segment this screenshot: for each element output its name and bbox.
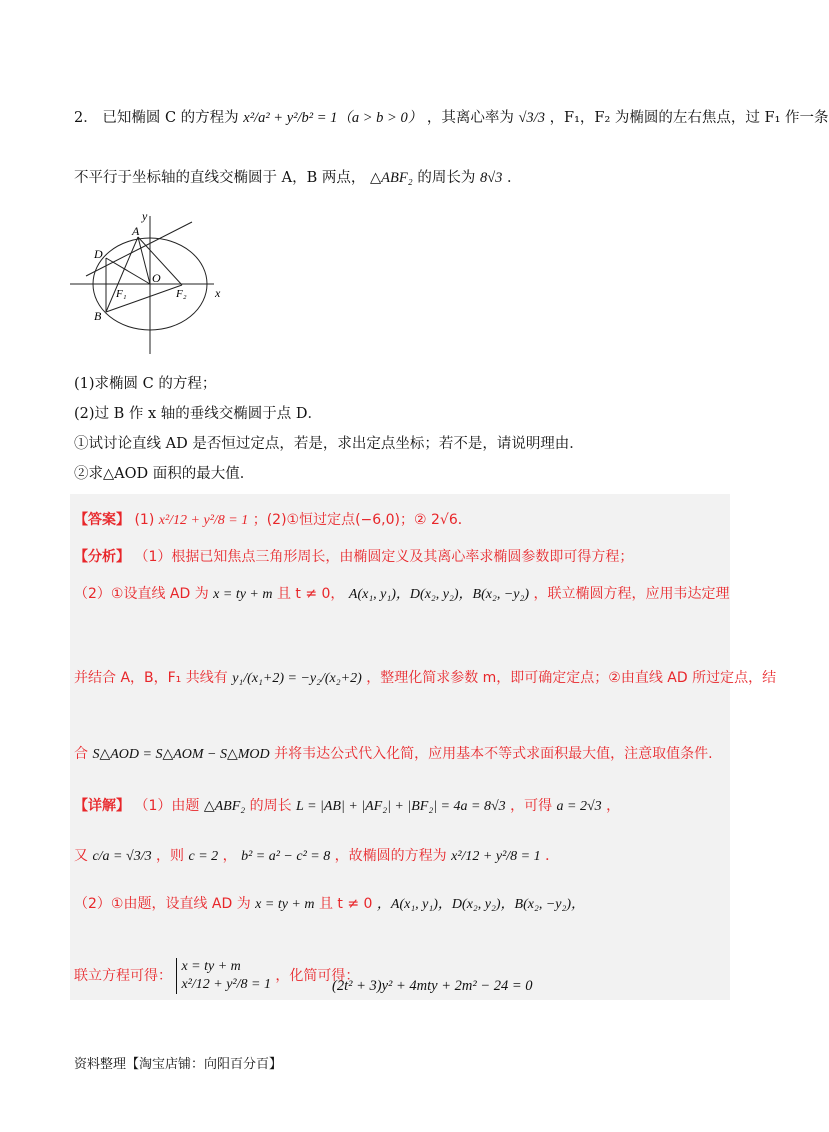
- problem-text: 已知椭圆 C 的方程为: [102, 110, 239, 126]
- label-D: D: [94, 247, 103, 261]
- ellipse-general-equation: x²/a² + y²/b² = 1（a > b > 0）: [243, 110, 423, 126]
- label-O: O: [152, 271, 161, 285]
- answer-tag: 【答案】: [74, 512, 130, 528]
- label-F1: F₁: [116, 288, 127, 300]
- points-list: A(x₁, y₁)，D(x₂, y₂)，B(x₂, −y₂): [348, 587, 530, 602]
- detail-line-4: [74, 958, 359, 994]
- detail-text: 且 t ≠ 0: [318, 896, 373, 912]
- question-1: (1)求椭圆 C 的方程；: [74, 376, 217, 392]
- label-B: B: [94, 309, 102, 323]
- ellipse-figure: [64, 206, 239, 356]
- detail-text: ，: [606, 798, 621, 814]
- system-eq-2: x²/12 + y²/8 = 1: [181, 977, 271, 992]
- detail-line-5: [332, 976, 533, 996]
- collinear-equation: y₁/(x₁+2) = −y₂/(x₂+2): [232, 671, 362, 686]
- detail-text: 的周长: [249, 798, 292, 814]
- c-value: c = 2: [188, 849, 219, 864]
- answer-part2: ；(2)①恒过定点(−6,0)；② 2√6．: [252, 512, 472, 528]
- equation-system: [176, 958, 271, 994]
- analysis-text: ，整理化简求参数 m，即可确定定点；②由直线 AD 所过定点，结: [366, 670, 777, 686]
- perimeter-equation: L = |AB| + |AF₂| + |BF₂| = 4a = 8√3: [296, 799, 506, 814]
- detail-text: ，则: [156, 848, 185, 864]
- analysis-text: ，联立椭圆方程，应用韦达定理: [533, 586, 730, 602]
- analysis-text: （2）①设直线 AD 为: [74, 586, 209, 602]
- analysis-line-1: [74, 547, 633, 567]
- eccentricity-value: √3/3: [518, 110, 545, 126]
- question-2-1: ①试讨论直线 AD 是否恒过定点，若是，求出定点坐标；若不是，请说明理由．: [74, 436, 584, 452]
- analysis-line-2: [74, 584, 729, 605]
- eccentricity-equation: c/a = √3/3: [92, 849, 152, 864]
- problem-text: ，F₁，F₂ 为椭圆的左右焦点，过 F₁ 作一条: [549, 110, 829, 126]
- quadratic-result: (2t² + 3)y² + 4mty + 2m² − 24 = 0: [332, 978, 533, 994]
- detail-text: ，化简可得：: [275, 968, 360, 984]
- analysis-line-4: [74, 744, 713, 765]
- problem-text: 的周长为: [417, 170, 476, 186]
- triangle-label: △ABF₂: [203, 799, 246, 814]
- b-squared-equation: b² = a² − c² = 8: [241, 849, 331, 864]
- detail-text: （2）①由题，设直线 AD 为: [74, 896, 251, 912]
- problem-line-2: [74, 168, 522, 188]
- analysis-tag: 【分析】: [74, 549, 130, 565]
- detail-text: （1）由题: [134, 798, 200, 814]
- points-list: ，A(x₁, y₁)，D(x₂, y₂)，B(x₂, −y₂)，: [376, 897, 586, 912]
- analysis-text: （1）根据已知焦点三角形周长，由椭圆定义及其离心率求椭圆参数即可得方程；: [134, 549, 634, 565]
- detail-line-2: [74, 846, 559, 867]
- label-A: A: [132, 224, 140, 238]
- answer-line: [74, 510, 472, 531]
- question-2: (2)过 B 作 x 轴的垂线交椭圆于点 D．: [74, 406, 323, 422]
- label-x: x: [215, 286, 221, 300]
- detail-text: ．: [545, 848, 560, 864]
- detail-line-1: [74, 796, 620, 817]
- segment-D-O: [106, 258, 150, 284]
- footer-source: 资料整理【淘宝店铺：向阳百分百】: [74, 1057, 283, 1072]
- problem-text: 不平行于坐标轴的直线交椭圆于 A，B 两点，: [74, 170, 366, 186]
- detail-tag: 【详解】: [74, 798, 130, 814]
- analysis-line-3: [74, 668, 776, 689]
- line-equation: x = ty + m: [255, 897, 315, 912]
- problem-text: ．: [507, 170, 522, 186]
- question-2-2: ②求△AOD 面积的最大值．: [74, 466, 255, 482]
- ellipse-result-equation: x²/12 + y²/8 = 1: [451, 849, 541, 864]
- system-eq-1: x = ty + m: [181, 959, 241, 974]
- detail-text: ，: [222, 848, 237, 864]
- detail-text: ，可得: [510, 798, 553, 814]
- detail-line-3: [74, 894, 585, 915]
- triangle-label: △ABF₂: [369, 170, 413, 186]
- perimeter-value: 8√3: [479, 170, 503, 186]
- analysis-text: 合: [74, 746, 88, 762]
- answer-part1-prefix: (1): [134, 512, 155, 528]
- detail-text: 又: [74, 848, 88, 864]
- analysis-text: 且 t ≠ 0，: [276, 586, 345, 602]
- detail-text: 联立方程可得：: [74, 968, 172, 984]
- analysis-text: 并将韦达公式代入化简，应用基本不等式求面积最大值，注意取值条件.: [274, 746, 713, 762]
- answer-equation: x²/12 + y²/8 = 1: [158, 513, 249, 528]
- area-equation: S△AOD = S△AOM − S△MOD: [92, 747, 270, 762]
- problem-number: 2．: [74, 110, 98, 126]
- a-value: a = 2√3: [556, 799, 602, 814]
- label-y: y: [142, 209, 148, 223]
- analysis-text: 并结合 A，B，F₁ 共线有: [74, 670, 228, 686]
- label-F2: F₂: [176, 288, 187, 300]
- line-equation: x = ty + m: [213, 587, 273, 602]
- problem-line-1: [74, 108, 829, 128]
- problem-text: ，其离心率为: [426, 110, 514, 126]
- detail-text: ，故椭圆的方程为: [334, 848, 447, 864]
